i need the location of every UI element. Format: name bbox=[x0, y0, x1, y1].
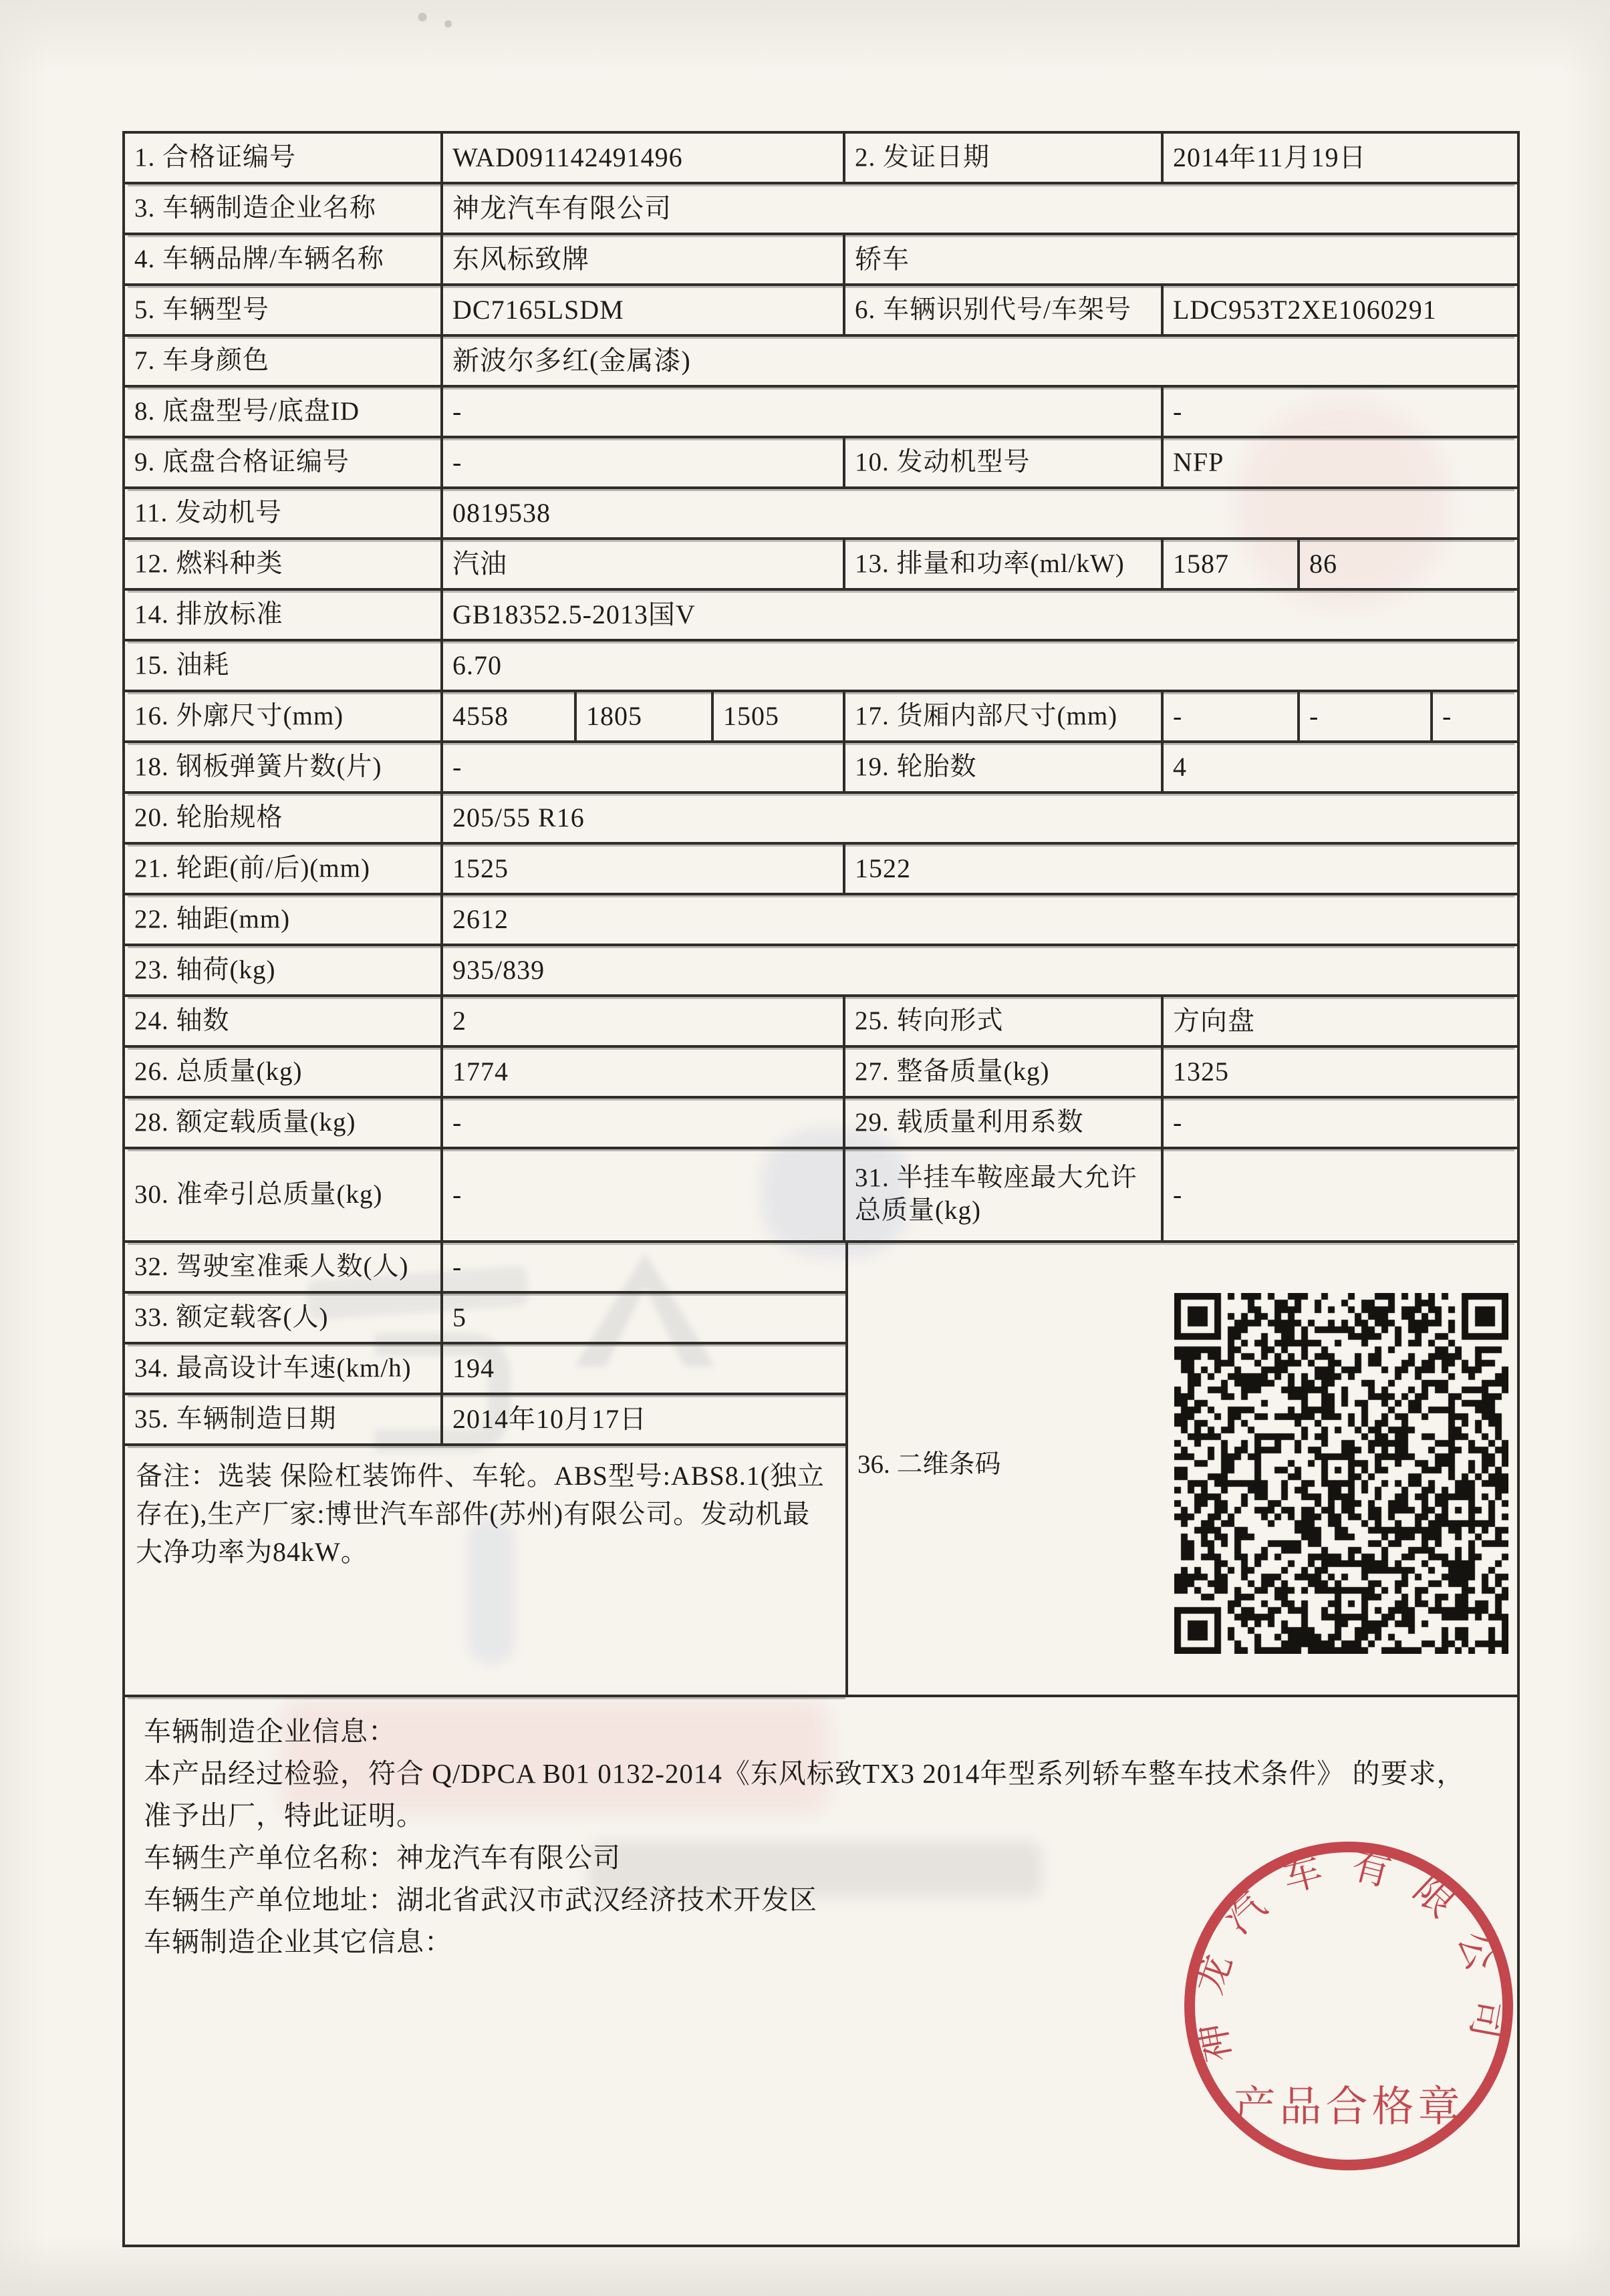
field-32-value: - bbox=[452, 1252, 462, 1282]
table-row bbox=[125, 641, 1517, 692]
field-17-value-1: - bbox=[1164, 692, 1300, 740]
field-4-brand: 东风标致牌 bbox=[443, 235, 845, 283]
remark-text: 备注：选装 保险杠装饰件、车轮。ABS型号:ABS8.1(独立存在),生产厂家:博世汽车部件(苏州)有限公司。发动机最大净功率为84kW。 bbox=[136, 1461, 825, 1567]
field-32-label: 32. 驾驶室准乘人数(人) bbox=[125, 1243, 443, 1291]
field-19-label: 19. 轮胎数 bbox=[845, 743, 1164, 791]
field-20-label: 20. 轮胎规格 bbox=[125, 794, 443, 842]
field-4-type: 轿车 bbox=[855, 244, 910, 274]
table-row bbox=[125, 997, 1517, 1048]
field-34-label: 34. 最高设计车速(km/h) bbox=[125, 1344, 443, 1393]
table-row bbox=[125, 1149, 1517, 1243]
field-35-value: 2014年10月17日 bbox=[452, 1404, 647, 1434]
field-16-value-3: 1505 bbox=[714, 692, 845, 740]
field-16-label: 16. 外廓尺寸(mm) bbox=[125, 692, 443, 740]
field-13-value-1: 1587 bbox=[1164, 540, 1300, 588]
table-row bbox=[125, 1048, 1517, 1099]
table-row bbox=[125, 1099, 1517, 1149]
field-19-value: 4 bbox=[1173, 752, 1187, 782]
field-1-value: WAD091142491496 bbox=[443, 134, 845, 182]
field-25-value: 方向盘 bbox=[1173, 1006, 1255, 1036]
field-20-value: 205/55 R16 bbox=[452, 803, 585, 833]
field-22-label: 22. 轴距(mm) bbox=[125, 895, 443, 944]
field-33-label: 33. 额定载客(人) bbox=[125, 1294, 443, 1342]
field-17-value-3: - bbox=[1442, 701, 1452, 731]
field-1-label: 1. 合格证编号 bbox=[125, 134, 443, 182]
field-18-label: 18. 钢板弹簧片数(片) bbox=[125, 743, 443, 791]
field-17-value-2: - bbox=[1300, 692, 1433, 740]
field-29-value: - bbox=[1173, 1107, 1183, 1137]
field-5-value: DC7165LSDM bbox=[443, 286, 845, 334]
table-row bbox=[125, 489, 1517, 540]
field-16-value-2: 1805 bbox=[577, 692, 714, 740]
field-33-value: 5 bbox=[452, 1302, 466, 1332]
stamp-bottom-text: 产品合格章 bbox=[1233, 2084, 1464, 2130]
company-stamp bbox=[1175, 1832, 1522, 2180]
field-35-label: 35. 车辆制造日期 bbox=[125, 1395, 443, 1443]
table-row bbox=[125, 946, 1517, 997]
inspection-statement-cont: 准予出厂，特此证明。 bbox=[144, 1800, 424, 1831]
table-row bbox=[125, 692, 1517, 743]
table-row bbox=[125, 134, 1517, 184]
table-row bbox=[125, 184, 1517, 235]
remark-row bbox=[125, 1446, 848, 1697]
field-3-label: 3. 车辆制造企业名称 bbox=[125, 184, 443, 233]
field-9-label: 9. 底盘合格证编号 bbox=[125, 438, 443, 486]
manufacturer-info-title: 车辆制造企业信息： bbox=[144, 1716, 396, 1747]
table-row bbox=[125, 235, 1517, 286]
producer-address: 车辆生产单位地址：湖北省武汉市武汉经济技术开发区 bbox=[144, 1884, 817, 1915]
field-5-label: 5. 车辆型号 bbox=[125, 286, 443, 334]
field-7-value: 新波尔多红(金属漆) bbox=[452, 345, 691, 376]
field-14-label: 14. 排放标准 bbox=[125, 591, 443, 639]
field-3-value: 神龙汽车有限公司 bbox=[452, 193, 672, 223]
field-6-label: 6. 车辆识别代号/车架号 bbox=[845, 286, 1164, 334]
stamp-ring-text-holder bbox=[1185, 1843, 1512, 2066]
field-10-label: 10. 发动机型号 bbox=[845, 438, 1164, 486]
field-34-value: 194 bbox=[452, 1353, 495, 1383]
field-22-value: 2612 bbox=[452, 904, 509, 934]
field-12-value: 汽油 bbox=[443, 540, 845, 588]
field-13-value-2: 86 bbox=[1309, 549, 1337, 579]
field-2-value: 2014年11月19日 bbox=[1173, 142, 1367, 172]
table-row bbox=[125, 591, 1517, 641]
field-8-value-2: - bbox=[1173, 396, 1183, 426]
field-26-label: 26. 总质量(kg) bbox=[125, 1048, 443, 1096]
table-row bbox=[125, 1243, 848, 1294]
field-26-value: 1774 bbox=[443, 1048, 845, 1096]
table-row bbox=[125, 286, 1517, 337]
table-row bbox=[125, 1294, 848, 1344]
field-13-label: 13. 排量和功率(ml/kW) bbox=[845, 540, 1164, 588]
table-row bbox=[125, 1395, 848, 1446]
field-28-label: 28. 额定载质量(kg) bbox=[125, 1099, 443, 1147]
field-9-value: - bbox=[443, 438, 845, 486]
field-18-value: - bbox=[443, 743, 845, 791]
field-11-label: 11. 发动机号 bbox=[125, 489, 443, 537]
field-21-value-1: 1525 bbox=[443, 845, 845, 893]
scan-speck bbox=[413, 8, 460, 31]
field-27-value: 1325 bbox=[1173, 1056, 1229, 1087]
inspection-statement: 本产品经过检验，符合 Q/DPCA B01 0132-2014《东风标致TX3 2014年型系列轿车整车技术条件》 的要求， bbox=[144, 1758, 1465, 1789]
table-row bbox=[125, 337, 1517, 388]
table-row bbox=[125, 845, 1517, 895]
field-15-value: 6.70 bbox=[452, 650, 502, 680]
field-7-label: 7. 车身颜色 bbox=[125, 337, 443, 385]
field-21-value-2: 1522 bbox=[855, 853, 911, 883]
table-row bbox=[125, 1344, 848, 1395]
field-4-label: 4. 车辆品牌/车辆名称 bbox=[125, 235, 443, 283]
field-14-value: GB18352.5-2013国V bbox=[452, 599, 696, 629]
table-row bbox=[125, 794, 1517, 845]
field-27-label: 27. 整备质量(kg) bbox=[845, 1048, 1164, 1096]
field-23-value: 935/839 bbox=[452, 955, 545, 985]
field-36-label: 36. 二维条码 bbox=[857, 1450, 1001, 1479]
field-16-value-1: 4558 bbox=[443, 692, 577, 740]
qr-code bbox=[1174, 1293, 1508, 1654]
field-29-label: 29. 载质量利用系数 bbox=[845, 1099, 1164, 1147]
other-info-label: 车辆制造企业其它信息： bbox=[144, 1926, 452, 1957]
field-2-label: 2. 发证日期 bbox=[845, 134, 1164, 182]
field-6-value: LDC953T2XE1060291 bbox=[1173, 295, 1437, 325]
field-12-label: 12. 燃料种类 bbox=[125, 540, 443, 588]
field-30-value: - bbox=[443, 1149, 845, 1240]
table-row bbox=[125, 438, 1517, 489]
stamp-ring-text: 神龙汽车有限公司 bbox=[1185, 1842, 1512, 2066]
field-28-value: - bbox=[443, 1099, 845, 1147]
field-24-value: 2 bbox=[443, 997, 845, 1045]
field-17-label: 17. 货厢内部尺寸(mm) bbox=[845, 692, 1164, 740]
table-row bbox=[125, 743, 1517, 794]
field-24-label: 24. 轴数 bbox=[125, 997, 443, 1045]
field-23-label: 23. 轴荷(kg) bbox=[125, 946, 443, 994]
field-31-value: - bbox=[1173, 1179, 1183, 1209]
table-row bbox=[125, 895, 1517, 946]
producer-name: 车辆生产单位名称：神龙汽车有限公司 bbox=[144, 1842, 621, 1873]
field-21-label: 21. 轮距(前/后)(mm) bbox=[125, 845, 443, 893]
field-25-label: 25. 转向形式 bbox=[845, 997, 1164, 1045]
field-10-value: NFP bbox=[1173, 447, 1224, 477]
field-31-label: 31. 半挂车鞍座最大允许总质量(kg) bbox=[845, 1149, 1164, 1240]
table-row bbox=[125, 540, 1517, 591]
qr-code-cell bbox=[848, 1243, 1517, 1697]
field-30-label: 30. 准牵引总质量(kg) bbox=[125, 1149, 443, 1240]
field-8-value-1: - bbox=[443, 388, 1164, 436]
field-8-label: 8. 底盘型号/底盘ID bbox=[125, 388, 443, 436]
table-row bbox=[125, 388, 1517, 438]
field-11-value: 0819538 bbox=[452, 498, 551, 528]
field-15-label: 15. 油耗 bbox=[125, 641, 443, 690]
